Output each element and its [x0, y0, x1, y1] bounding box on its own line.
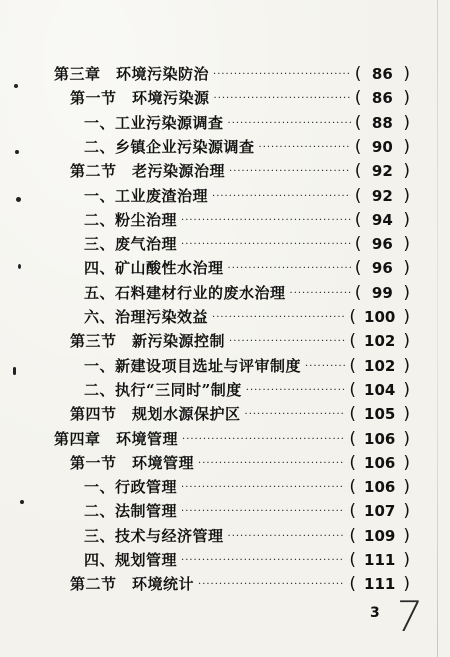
- handwritten-page-number: 7: [392, 592, 425, 641]
- toc-entry-label: 一、工业污染源调查: [84, 113, 224, 132]
- toc-page-number: 92: [371, 162, 393, 181]
- close-paren: ): [403, 331, 410, 352]
- toc-leader-dots: [228, 258, 351, 278]
- toc-page-number: 106: [364, 453, 396, 472]
- toc-entry-item: [84, 113, 410, 133]
- toc-page-ref: [355, 258, 410, 278]
- toc-entry-label: 六、治理污染效益: [84, 308, 209, 326]
- toc-page-ref: [349, 477, 410, 497]
- toc-page-number: 104: [364, 380, 396, 399]
- toc-entry-label: 一、新建设项目选址与评审制度: [84, 356, 302, 375]
- toc-page-ref: [355, 137, 410, 157]
- open-paren: (: [349, 477, 357, 498]
- open-paren: (: [354, 88, 362, 109]
- toc-leader-dots: [182, 429, 345, 449]
- toc-entry-section: [70, 331, 410, 351]
- toc-leader-dots: [228, 113, 351, 133]
- close-paren: ): [403, 258, 410, 279]
- toc-entry-label: 二、粉尘治理: [84, 210, 178, 229]
- close-paren: ): [403, 501, 410, 522]
- toc-entry-section: [70, 161, 410, 181]
- toc-page-number: 106: [364, 429, 396, 448]
- close-paren: ): [403, 209, 410, 230]
- toc-page-number: 107: [364, 502, 396, 521]
- toc-page-ref: [349, 429, 410, 449]
- toc-page-ref: [349, 550, 410, 570]
- toc-leader-dots: [181, 477, 345, 497]
- toc-entry-section: [70, 453, 410, 473]
- toc-entry-label: 五、石料建材行业的废水治理: [84, 283, 286, 302]
- close-paren: ): [403, 525, 410, 546]
- toc-page-ref: [349, 356, 410, 376]
- toc-page-number: 96: [371, 259, 393, 278]
- open-paren: (: [349, 452, 357, 473]
- toc-page-ref: [355, 88, 410, 108]
- toc-leader-dots: [305, 356, 345, 376]
- toc-page-ref: [355, 234, 410, 254]
- open-paren: (: [354, 258, 362, 279]
- close-paren: ): [403, 282, 410, 303]
- scan-speck: [14, 84, 18, 88]
- toc-page-ref: [349, 331, 410, 351]
- toc-page-number: 92: [371, 186, 393, 205]
- close-paren: ): [403, 574, 410, 595]
- toc-leader-dots: [212, 307, 345, 327]
- toc-entry-item: [84, 210, 410, 230]
- toc-page-number: 111: [364, 575, 396, 594]
- toc-entry-label: 第一节 环境污染源: [70, 89, 210, 108]
- open-paren: (: [349, 550, 357, 570]
- toc-entry-label: 二、乡镇企业污染源调查: [84, 137, 255, 156]
- toc-entry-item: [84, 283, 410, 303]
- open-paren: (: [349, 525, 357, 546]
- toc-leader-dots: [228, 526, 346, 546]
- toc-page-ref: [349, 501, 410, 521]
- toc-page-number: 106: [364, 478, 396, 497]
- close-paren: ): [403, 550, 410, 570]
- toc-entry-label: 二、执行“三同时”制度: [84, 380, 242, 399]
- toc-entry-label: 三、废气治理: [84, 235, 178, 254]
- scan-speck: [13, 367, 16, 375]
- toc-page-number: 111: [364, 551, 396, 569]
- toc-entry-chapter: [54, 429, 410, 449]
- open-paren: (: [354, 234, 362, 255]
- toc-entry-label: 一、行政管理: [84, 478, 178, 497]
- toc-page-number: 86: [371, 89, 393, 108]
- close-paren: ): [403, 355, 410, 376]
- close-paren: ): [403, 136, 410, 157]
- open-paren: (: [349, 574, 357, 595]
- toc-leader-dots: [245, 404, 346, 424]
- toc-page-number: 96: [371, 235, 393, 254]
- toc-entry-label: 三、技术与经济管理: [84, 526, 224, 545]
- toc-page-number: 102: [364, 356, 396, 375]
- open-paren: (: [354, 161, 362, 182]
- toc-entry-item: [84, 380, 410, 400]
- open-paren: (: [354, 136, 362, 157]
- toc-entry-chapter: [54, 64, 410, 84]
- toc-page-number: 109: [364, 526, 396, 545]
- toc-leader-dots: [181, 234, 351, 254]
- close-paren: ): [403, 64, 410, 84]
- close-paren: ): [403, 112, 410, 133]
- close-paren: ): [403, 161, 410, 182]
- toc-page-ref: [355, 161, 410, 181]
- toc-entry-item: [84, 526, 410, 546]
- open-paren: (: [354, 64, 362, 84]
- toc-page-number: 99: [371, 283, 393, 302]
- toc-entry-label: 一、工业废渣治理: [84, 186, 209, 205]
- scan-speck: [16, 197, 21, 202]
- toc-entry-item: [84, 186, 410, 206]
- toc-leader-dots: [198, 453, 345, 473]
- toc-page-ref: [355, 113, 410, 133]
- toc-leader-dots: [181, 550, 345, 570]
- toc-entry-label: 四、矿山酸性水治理: [84, 259, 224, 278]
- toc-entry-label: 第一节 环境管理: [70, 453, 195, 472]
- toc-page-ref: [349, 380, 410, 400]
- toc-entry-item: [84, 550, 410, 570]
- close-paren: ): [403, 452, 410, 473]
- toc-leader-dots: [229, 331, 345, 351]
- toc-entry-section: [70, 88, 410, 108]
- close-paren: ): [403, 477, 410, 498]
- toc-entry-section: [70, 404, 410, 424]
- toc-leader-dots: [212, 186, 351, 206]
- open-paren: (: [349, 379, 357, 400]
- page-number: 3: [370, 605, 380, 621]
- toc-page-ref: [355, 64, 410, 84]
- toc-leader-dots: [181, 501, 345, 521]
- toc-leader-dots: [290, 283, 351, 303]
- toc-page-number: 105: [364, 405, 396, 424]
- toc-page-ref: [349, 404, 410, 424]
- scan-speck: [18, 264, 21, 269]
- toc-page-number: 94: [371, 210, 393, 229]
- toc-leader-dots: [259, 137, 351, 157]
- scan-speck: [20, 500, 24, 504]
- toc-leader-dots: [246, 380, 346, 400]
- toc-entry-item: [84, 307, 410, 327]
- toc-entry-label: 第二节 老污染源治理: [70, 162, 226, 181]
- toc-entry-label: 四、规划管理: [84, 551, 178, 569]
- toc-leader-dots: [181, 210, 351, 230]
- toc-entry-label: 二、法制管理: [84, 502, 178, 521]
- toc-entry-item: [84, 258, 410, 278]
- toc-entry-item: [84, 477, 410, 497]
- toc-entry-item: [84, 137, 410, 157]
- toc-entry-section: [70, 574, 410, 594]
- close-paren: ): [403, 379, 410, 400]
- toc-page-number: 88: [371, 113, 393, 132]
- close-paren: ): [403, 185, 410, 206]
- open-paren: (: [354, 112, 362, 133]
- toc-page-number: 102: [364, 332, 396, 351]
- open-paren: (: [349, 501, 357, 522]
- open-paren: (: [354, 185, 362, 206]
- open-paren: (: [349, 428, 357, 449]
- toc-page-ref: [349, 307, 410, 327]
- toc-page-ref: [349, 453, 410, 473]
- open-paren: (: [349, 404, 357, 425]
- toc-leader-dots: [198, 574, 345, 594]
- close-paren: ): [403, 88, 410, 109]
- toc-leader-dots: [229, 161, 351, 181]
- toc-page-ref: [349, 526, 410, 546]
- close-paren: ): [403, 428, 410, 449]
- close-paren: ): [403, 234, 410, 255]
- toc-leader-dots: [213, 64, 351, 84]
- open-paren: (: [354, 282, 362, 303]
- toc-entry-label: 第四章 环境管理: [54, 429, 179, 448]
- toc-page-number: 100: [364, 308, 396, 326]
- toc-page-ref: [355, 283, 410, 303]
- toc-entry-label: 第三节 新污染源控制: [70, 332, 226, 351]
- open-paren: (: [354, 209, 362, 230]
- toc-entry-label: 第二节 环境统计: [70, 575, 195, 594]
- toc-entry-label: 第三章 环境污染防治: [54, 65, 210, 83]
- open-paren: (: [349, 355, 357, 376]
- toc-entry-item: [84, 356, 410, 376]
- scan-speck: [15, 150, 19, 154]
- toc-entry-item: [84, 234, 410, 254]
- close-paren: ): [403, 404, 410, 425]
- toc-page-ref: [355, 186, 410, 206]
- toc-leader-dots: [214, 88, 351, 108]
- close-paren: ): [403, 307, 410, 327]
- toc-page-ref: [355, 210, 410, 230]
- toc-page-number: 86: [371, 65, 393, 83]
- open-paren: (: [349, 331, 357, 352]
- open-paren: (: [349, 307, 357, 327]
- toc-entry-label: 第四节 规划水源保护区: [70, 405, 241, 424]
- toc-entry-item: [84, 501, 410, 521]
- page-edge-shadow: [437, 0, 438, 657]
- toc-page-number: 90: [371, 137, 393, 156]
